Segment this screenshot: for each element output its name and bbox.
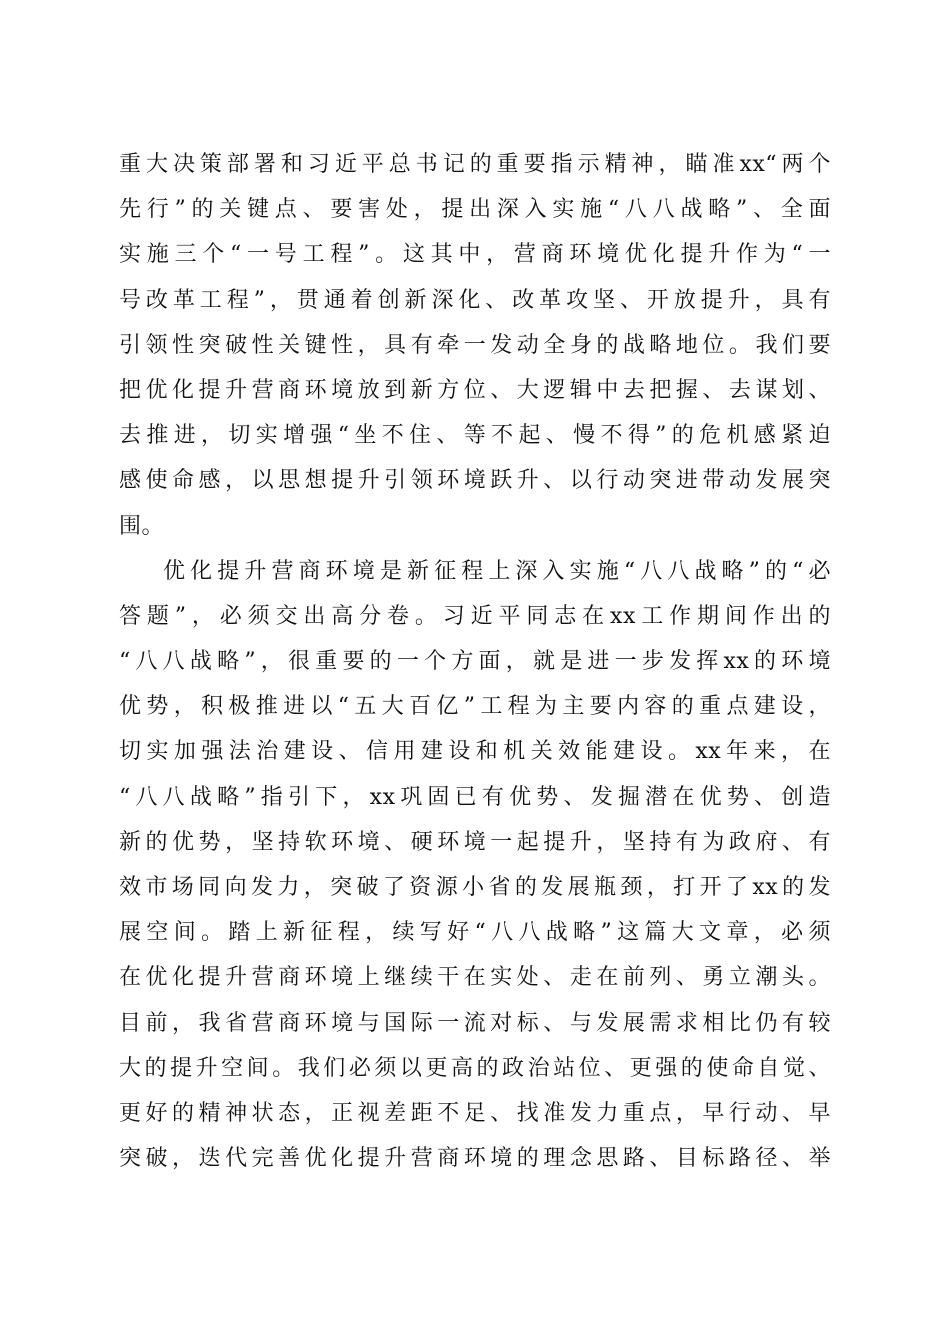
text-line: 围。 <box>119 513 165 539</box>
text-line: 号改革工程”，贯通着创新深化、改革攻坚、开放提升，具有 <box>119 287 831 313</box>
text-line: 切实加强法治建设、信用建设和机关效能建设。xx年来，在 <box>119 739 831 765</box>
text-line: 引领性突破性关键性，具有牵一发动全身的战略地位。我们要 <box>119 332 831 358</box>
text-line: 优势，积极推进以“五大百亿”工程为主要内容的重点建设， <box>119 694 831 720</box>
text-line: 重大决策部署和习近平总书记的重要指示精神，瞄准xx“两个 <box>119 152 831 177</box>
text-line: 突破，迭代完善优化提升营商环境的理念思路、目标路径、举 <box>119 1146 831 1172</box>
text-line: 在优化提升营商环境上继续干在实处、走在前列、勇立潮头。 <box>119 965 831 991</box>
text-line: 感使命感，以思想提升引领环境跃升、以行动突进带动发展突 <box>119 468 831 494</box>
text-line: 去推进，切实增强“坐不住、等不起、慢不得”的危机感紧迫 <box>119 423 831 449</box>
paragraph-start-line: 优化提升营商环境是新征程上深入实施“八八战略”的“必 <box>163 558 831 584</box>
text-line: 把优化提升营商环境放到新方位、大逻辑中去把握、去谋划、 <box>119 377 831 403</box>
text-line: 展空间。踏上新征程，续写好“八八战略”这篇大文章，必须 <box>119 920 831 946</box>
text-line: 更好的精神状态，正视差距不足、找准发力重点，早行动、早 <box>119 1100 831 1126</box>
text-line: “八八战略”，很重要的一个方面，就是进一步发挥xx的环境 <box>119 649 831 675</box>
text-line: 目前，我省营商环境与国际一流对标、与发展需求相比仍有较 <box>119 1010 831 1036</box>
text-line: 大的提升空间。我们必须以更高的政治站位、更强的使命自觉、 <box>119 1055 831 1081</box>
text-line: 实施三个“一号工程”。这其中，营商环境优化提升作为“一 <box>119 242 831 268</box>
text-line: 答题”，必须交出高分卷。习近平同志在xx工作期间作出的 <box>119 603 831 629</box>
body-text <box>119 142 831 1181</box>
text-line: “八八战略”指引下，xx巩固已有优势、发掘潜在优势、创造 <box>119 784 831 810</box>
text-line: 新的优势，坚持软环境、硬环境一起提升，坚持有为政府、有 <box>119 829 831 855</box>
text-line: 效市场同向发力，突破了资源小省的发展瓶颈，打开了xx的发 <box>119 875 831 900</box>
text-line: 先行”的关键点、要害处，提出深入实施“八八战略”、全面 <box>119 197 831 223</box>
